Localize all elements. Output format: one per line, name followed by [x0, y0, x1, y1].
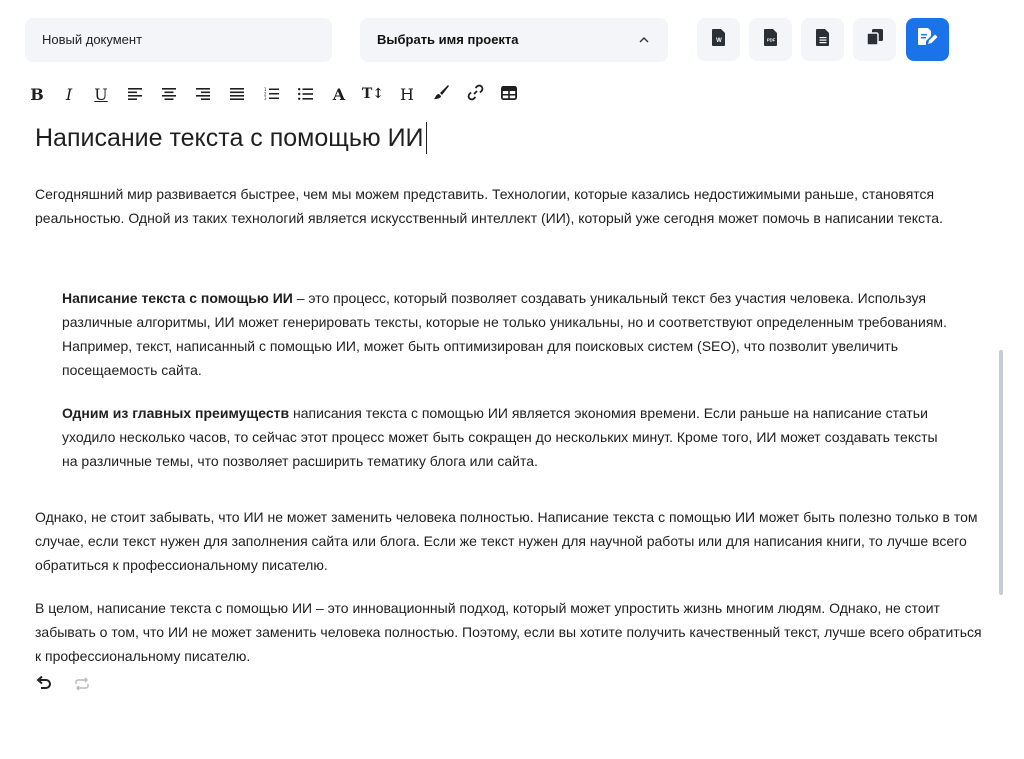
- align-left-button[interactable]: [123, 82, 147, 106]
- text-caret: [426, 122, 428, 154]
- edit-document-button[interactable]: [906, 18, 949, 61]
- align-right-button[interactable]: [191, 82, 215, 106]
- svg-text:2: 2: [263, 91, 267, 96]
- font-color-button[interactable]: A: [332, 84, 346, 104]
- paragraph-quote-1[interactable]: [62, 286, 962, 382]
- copy-icon: [866, 28, 884, 51]
- brush-icon: [433, 84, 449, 104]
- edit-document-icon: [918, 28, 938, 51]
- link-icon: [467, 84, 484, 105]
- table-button[interactable]: [497, 82, 521, 106]
- chevron-up-icon: [638, 18, 650, 62]
- paragraph-however[interactable]: Однако, не стоит забывать, что ИИ не может заменить человека полностью. Написание текста с помощью ИИ может быть полезно только в том случае, если текст нужен для заполнения сайта или блога. Если же текст нужен для научной работы или для написания книги, то лучше всего обратиться к профессиональному писателю.: [35, 509, 978, 573]
- formatting-toolbar: [25, 82, 531, 106]
- document-title[interactable]: [35, 122, 427, 154]
- redo-button[interactable]: [72, 676, 92, 696]
- paragraph-quote-2-bold: Одним из главных преимуществ: [62, 405, 290, 421]
- project-select-label: Выбрать имя проекта: [377, 32, 519, 47]
- paragraph-conclusion[interactable]: В целом, написание текста с помощью ИИ – это инновационный подход, который может упростить жизнь многим людям. Однако, не стоит забывать о том, что ИИ не может заменить человека полностью. Поэтому, если вы хотите получить качественный текст, лучше всего обратиться к профессиональному писателю.: [35, 600, 982, 664]
- highlight-button[interactable]: [429, 82, 453, 106]
- align-left-icon: [128, 85, 142, 104]
- align-right-icon: [196, 85, 210, 104]
- paragraph-intro[interactable]: Сегодняшний мир развивается быстрее, чем мы можем представить. Технологии, которые казались недостижимыми раньше, становятся реальностью. Одной из таких технологий является искусственный интеллект (ИИ), который уже сегодня может помочь в написании текста.: [35, 186, 943, 226]
- repeat-icon: [74, 677, 90, 696]
- undo-button[interactable]: [34, 676, 54, 696]
- scrollbar[interactable]: [999, 350, 1005, 595]
- paragraph-quote-1-bold: Написание текста с помощью ИИ: [62, 290, 293, 306]
- document-title-text: Написание текста с помощью ИИ: [35, 123, 424, 152]
- document-icon: [816, 29, 830, 51]
- bullet-list-button[interactable]: [293, 82, 317, 106]
- paragraph-quote-2-text: написания текста с помощью ИИ является экономия времени. Если раньше на написание статьи уходило несколько часов, то сейчас этот процесс может быть сокращен до нескольких минут. Кроме того, ИИ может создавать тексты на различные темы, что позволяет расширить тематику блога или сайта.: [62, 405, 938, 469]
- align-center-icon: [162, 85, 176, 104]
- export-pdf-button[interactable]: [749, 18, 792, 61]
- scrollbar-thumb[interactable]: [999, 350, 1003, 595]
- copy-button[interactable]: [853, 18, 896, 61]
- numbered-list-button[interactable]: [259, 82, 283, 106]
- export-document-button[interactable]: [801, 18, 844, 61]
- heading-button[interactable]: H: [400, 84, 414, 104]
- project-name-select[interactable]: [360, 18, 668, 62]
- text-size-button[interactable]: T↕: [361, 86, 385, 102]
- svg-text:W: W: [715, 37, 722, 44]
- underline-button[interactable]: U: [94, 84, 108, 104]
- history-controls: [34, 676, 110, 696]
- svg-text:3: 3: [263, 95, 267, 100]
- align-justify-button[interactable]: [225, 82, 249, 106]
- pdf-file-icon: [764, 29, 778, 51]
- svg-text:PDF: PDF: [766, 37, 775, 42]
- word-file-icon: [712, 29, 726, 51]
- svg-text:1: 1: [263, 86, 267, 92]
- link-button[interactable]: [463, 82, 487, 106]
- paragraph-quote-1-text: – это процесс, который позволяет создавать уникальный текст без участия человека. Используя различные алгоритмы, ИИ может генерировать тексты, которые не только уникальны, но и соответствуют определенным требованиям. Например, текст, написанный с помощью ИИ, может быть оптимизирован для поисковых систем (SEO), что позволит увеличить посещаемость сайта.: [62, 290, 947, 378]
- bold-button[interactable]: B: [30, 84, 44, 104]
- align-center-button[interactable]: [157, 82, 181, 106]
- paragraph-quote-2[interactable]: [62, 401, 942, 473]
- undo-icon: [36, 676, 52, 697]
- table-icon: [501, 85, 517, 104]
- numbered-list-icon: [264, 85, 279, 104]
- italic-button[interactable]: I: [65, 84, 73, 104]
- bullet-list-icon: [298, 85, 313, 104]
- align-justify-icon: [230, 85, 244, 104]
- document-name-input[interactable]: Новый документ: [25, 18, 332, 62]
- export-word-button[interactable]: [697, 18, 740, 61]
